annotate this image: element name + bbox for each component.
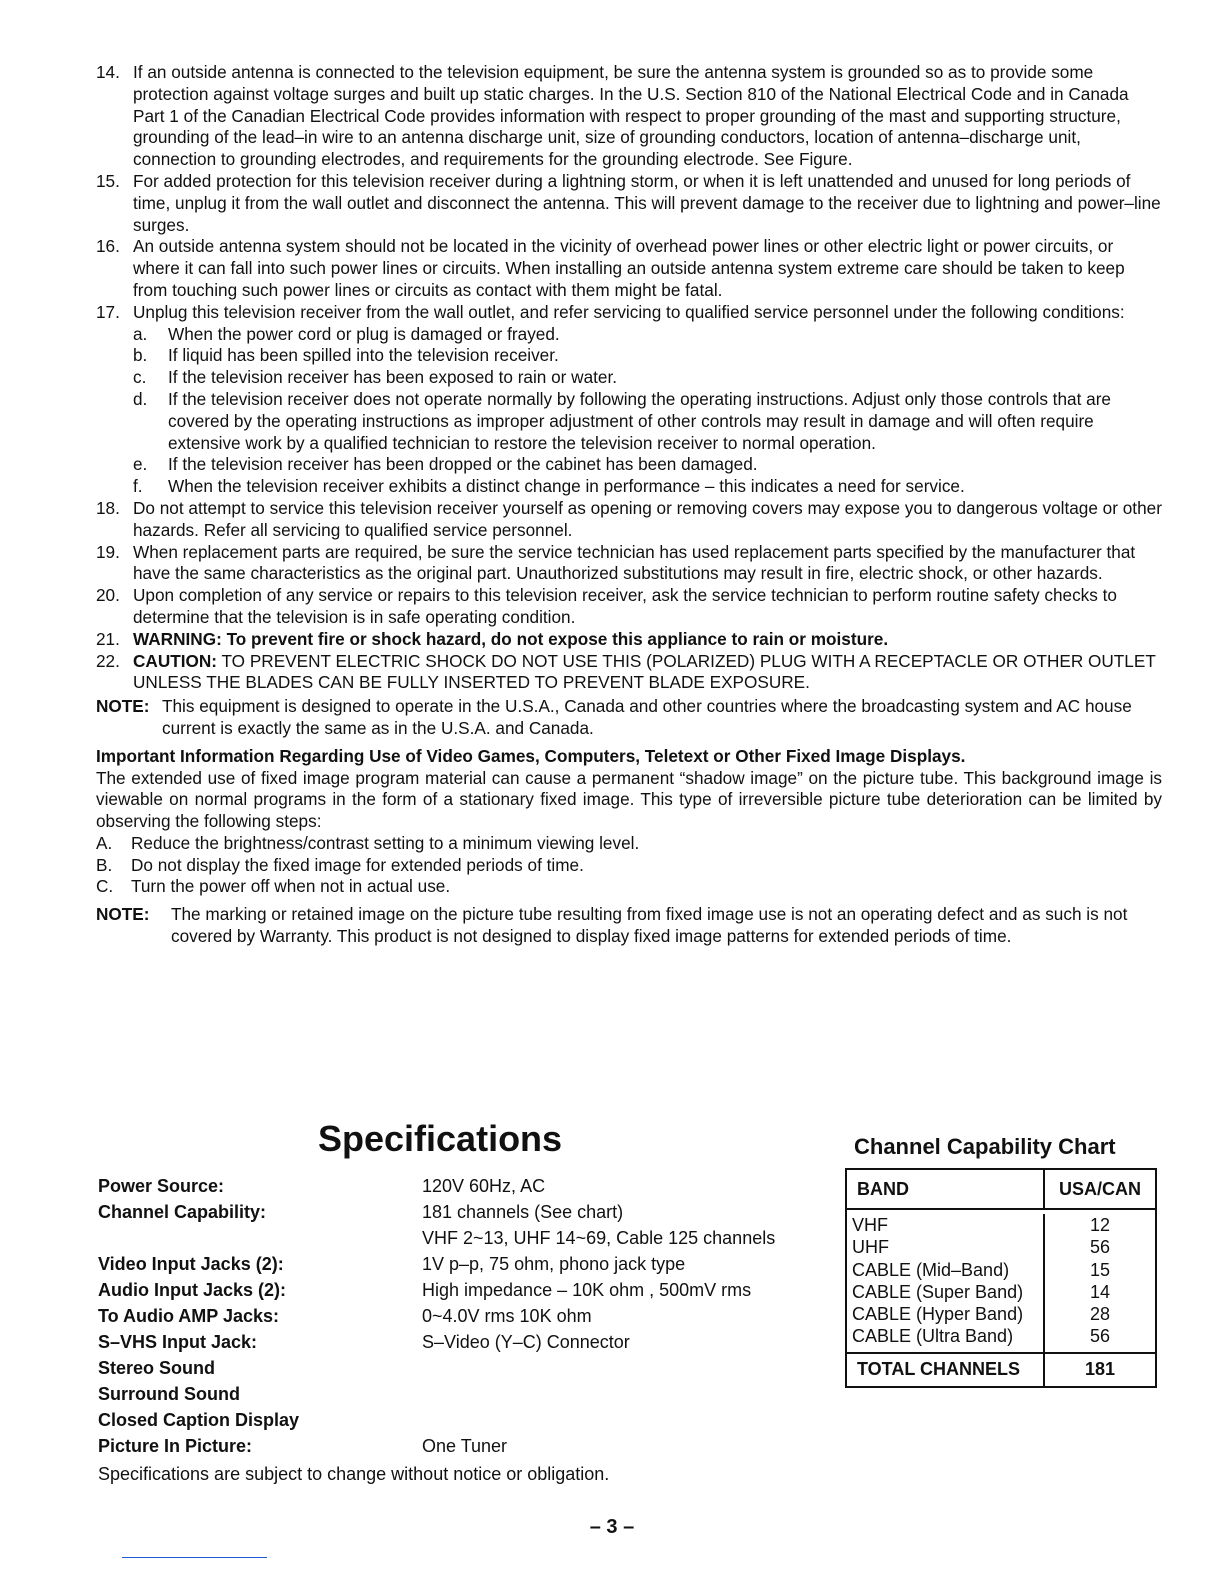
- count-cell: 56: [1089, 1237, 1111, 1258]
- spec-value: [422, 1407, 775, 1433]
- count-column-header: USA/CAN: [1058, 1179, 1141, 1199]
- caution-label: CAUTION:: [133, 650, 218, 671]
- spec-row: [98, 1199, 775, 1225]
- spec-value: One Tuner: [422, 1436, 508, 1456]
- band-cell: CABLE (Hyper Band): [852, 1304, 1024, 1325]
- caution-item: [96, 651, 1162, 695]
- step-letter: A.: [96, 832, 113, 853]
- item-text: An outside antenna system should not be located in the vicinity of overhead power lines or other electric light or power circuits, or where it can fall into such power lines or circuits. When installing an outside antenna system extreme care should be taken to keep from touching such power lines or circuits as contact with them might be fatal.: [133, 236, 1125, 300]
- item-number: 17.: [96, 301, 120, 322]
- count-cell: 28: [1089, 1304, 1111, 1325]
- important-info-heading: Important Information Regarding Use of Video Games, Computers, Teletext or Other Fixed Image Displays.: [96, 745, 966, 766]
- note-label: NOTE:: [96, 904, 150, 925]
- spec-label: Closed Caption Display: [98, 1410, 300, 1430]
- safety-instructions-list: [96, 62, 1162, 948]
- spec-label: Stereo Sound: [98, 1358, 216, 1378]
- channel-chart-title: Channel Capability Chart: [854, 1134, 1116, 1159]
- band-cell: CABLE (Mid–Band): [852, 1259, 1010, 1280]
- spec-label: Picture In Picture:: [98, 1436, 253, 1456]
- sub-item: [133, 345, 1162, 367]
- sub-item: [133, 389, 1162, 454]
- spec-row: [98, 1225, 775, 1251]
- sub-item-letter: b.: [133, 345, 148, 366]
- step-text: Reduce the brightness/contrast setting to a minimum viewing level.: [131, 832, 640, 853]
- item-text: For added protection for this television receiver during a lightning storm, or when it is left unattended and unused for long periods of time, unplug it from the wall outlet and disconnect the antenna. This will prevent damage to the receiver due to lightning and power–line surges.: [133, 170, 1161, 235]
- spec-value: 120V 60Hz, AC: [422, 1176, 546, 1196]
- sub-item-letter: e.: [133, 454, 148, 475]
- channel-capability-table: [845, 1168, 1157, 1388]
- spec-label: To Audio AMP Jacks:: [98, 1306, 280, 1326]
- step-letter: B.: [96, 854, 113, 875]
- item-text: Unplug this television receiver from the wall outlet, and refer servicing to qualified service personnel under the following conditions:: [133, 301, 1125, 322]
- spec-label: Channel Capability:: [98, 1202, 267, 1222]
- list-item: [96, 542, 1162, 586]
- spec-value: 0~4.0V rms 10K ohm: [422, 1306, 592, 1326]
- divider: [122, 1557, 267, 1558]
- spec-value: [422, 1355, 775, 1381]
- sub-item-text: If the television receiver has been exposed to rain or water.: [168, 367, 618, 388]
- warning-item: [96, 629, 1162, 651]
- item-text: If an outside antenna is connected to the television equipment, be sure the antenna system is grounded so as to provide some protection against voltage surges and built up static charges. In the U.S. Section 810 of the National Electrical Code and in Canada Part 1 of the Canadian Electrical Code provides information with respect to proper grounding of the mast and supporting structure, grounding of the lead–in wire to an antenna discharge unit, size of grounding conductors, location of antenna–discharge unit, connection to grounding electrodes, and requirements for the grounding electrode. See Figure.: [133, 62, 1129, 170]
- specifications-title: Specifications: [318, 1118, 563, 1159]
- spec-value: 181 channels (See chart): [422, 1202, 624, 1222]
- sub-item-text: When the power cord or plug is damaged or frayed.: [168, 323, 560, 344]
- count-cell: 12: [1089, 1215, 1111, 1235]
- total-label: TOTAL CHANNELS: [847, 1354, 1045, 1388]
- sub-item-text: When the television receiver exhibits a distinct change in performance – this indicates a need for service.: [168, 476, 965, 497]
- spec-label: S–VHS Input Jack:: [98, 1332, 258, 1352]
- item-number: 20.: [96, 585, 120, 606]
- band-cell: VHF: [852, 1215, 888, 1235]
- step-text: Turn the power off when not in actual use.: [131, 876, 451, 897]
- band-cell: UHF: [852, 1237, 889, 1258]
- table-header: [847, 1170, 1155, 1210]
- spec-row: [98, 1329, 775, 1355]
- sub-item-text: If the television receiver does not operate normally by following the operating instructions. Adjust only those controls that are covered by the operating instructions as improper adjustment of other controls may result in damage and will often require extensive work by a qualified technician to restore the television receiver to normal operation.: [168, 388, 1111, 453]
- list-item: [96, 498, 1162, 542]
- sub-item-letter: d.: [133, 388, 148, 409]
- spec-row: [98, 1303, 775, 1329]
- item-text: Do not attempt to service this television receiver yourself as opening or removing covers may expose you to dangerous voltage or other hazards. Refer all servicing to qualified service personnel.: [133, 497, 1162, 540]
- spec-label: Power Source:: [98, 1176, 225, 1196]
- count-cell: 14: [1089, 1281, 1111, 1302]
- specifications-disclaimer: Specifications are subject to change without notice or obligation.: [98, 1464, 610, 1484]
- note-text: This equipment is designed to operate in the U.S.A., Canada and other countries where the broadcasting system and AC house current is exactly the same as in the U.S.A. and Canada.: [162, 696, 1132, 738]
- spec-label: Surround Sound: [98, 1384, 240, 1404]
- list-item: [96, 62, 1162, 171]
- list-item: [96, 302, 1162, 498]
- spec-row: [98, 1433, 775, 1459]
- step-text: Do not display the fixed image for extended periods of time.: [131, 854, 584, 875]
- spec-label: [98, 1225, 422, 1251]
- step-letter: C.: [96, 876, 114, 897]
- list-item: [96, 171, 1162, 236]
- table-body: [847, 1210, 1155, 1354]
- list-item: [96, 236, 1162, 301]
- item-text: Upon completion of any service or repairs to this television receiver, ask the service technician to perform routine safety checks to determine that the television is in safe operating condition.: [133, 585, 1117, 627]
- item-number: 18.: [96, 497, 120, 518]
- note-block: [96, 904, 1162, 948]
- note-label: NOTE:: [96, 696, 150, 717]
- band-cell: CABLE (Super Band): [852, 1281, 1024, 1302]
- item-number: 15.: [96, 170, 120, 191]
- spec-row: [98, 1355, 775, 1381]
- sub-item-text: If liquid has been spilled into the television receiver.: [168, 345, 559, 366]
- sub-item-letter: c.: [133, 367, 147, 388]
- total-value: 181: [1084, 1359, 1116, 1379]
- spec-row: [98, 1251, 775, 1277]
- count-cell: 56: [1089, 1326, 1111, 1347]
- note-text: The marking or retained image on the picture tube resulting from fixed image use is not an operating defect and as such is not covered by Warranty. This product is not designed to display fixed image patterns for extended periods of time.: [171, 904, 1128, 947]
- item-number: 22.: [96, 650, 120, 671]
- sub-item-letter: f.: [133, 476, 143, 497]
- sub-item: [133, 476, 1162, 498]
- step-item: [96, 876, 1162, 898]
- page-number: – 3 –: [589, 1516, 635, 1538]
- band-column-header: BAND: [847, 1170, 1045, 1208]
- count-cell: 15: [1089, 1259, 1111, 1280]
- step-item: [96, 833, 1162, 855]
- spec-row: [98, 1173, 775, 1199]
- sub-item-letter: a.: [133, 323, 148, 344]
- total-row: [847, 1354, 1155, 1388]
- note-block: [96, 696, 1162, 740]
- spec-value: 1V p–p, 75 ohm, phono jack type: [422, 1254, 686, 1274]
- spec-label: Audio Input Jacks (2):: [98, 1280, 287, 1300]
- item-number: 21.: [96, 628, 120, 649]
- spec-value: [422, 1381, 775, 1407]
- spec-row: [98, 1381, 775, 1407]
- sub-item: [133, 367, 1162, 389]
- caution-text: TO PREVENT ELECTRIC SHOCK DO NOT USE THIS (POLARIZED) PLUG WITH A RECEPTACLE OR OTHER OUTLET UNLESS THE BLADES CAN BE FULLY INSERTED TO PREVENT BLADE EXPOSURE.: [133, 650, 1156, 693]
- spec-value: VHF 2~13, UHF 14~69, Cable 125 channels: [422, 1228, 776, 1248]
- important-info-paragraph: The extended use of fixed image program material can cause a permanent “shadow image” on the picture tube. This background image is viewable on normal programs in the form of a stationary fixed image. This type of irreversible picture tube deterioration can be limited by observing the following steps:: [96, 767, 1162, 832]
- warning-text: WARNING: To prevent fire or shock hazard, do not expose this appliance to rain or moisture.: [133, 628, 889, 649]
- band-cell: CABLE (Ultra Band): [852, 1326, 1014, 1347]
- spec-label: Video Input Jacks (2):: [98, 1254, 284, 1274]
- item-number: 16.: [96, 236, 120, 257]
- item-number: 19.: [96, 541, 120, 562]
- sub-item: [133, 324, 1162, 346]
- sub-item: [133, 454, 1162, 476]
- sub-item-text: If the television receiver has been dropped or the cabinet has been damaged.: [168, 454, 758, 475]
- spec-row: [98, 1407, 775, 1433]
- spec-value: High impedance – 10K ohm , 500mV rms: [422, 1280, 752, 1300]
- item-number: 14.: [96, 62, 120, 82]
- list-item: [96, 585, 1162, 629]
- item-text: When replacement parts are required, be sure the service technician has used replacement parts specified by the manufacturer that have the same characteristics as the original part. Unauthorized substitutions may result in fire, electric shock, or other hazards.: [133, 541, 1136, 584]
- step-item: [96, 855, 1162, 877]
- spec-value: S–Video (Y–C) Connector: [422, 1332, 630, 1352]
- specifications-table: [98, 1173, 775, 1459]
- spec-row: [98, 1277, 775, 1303]
